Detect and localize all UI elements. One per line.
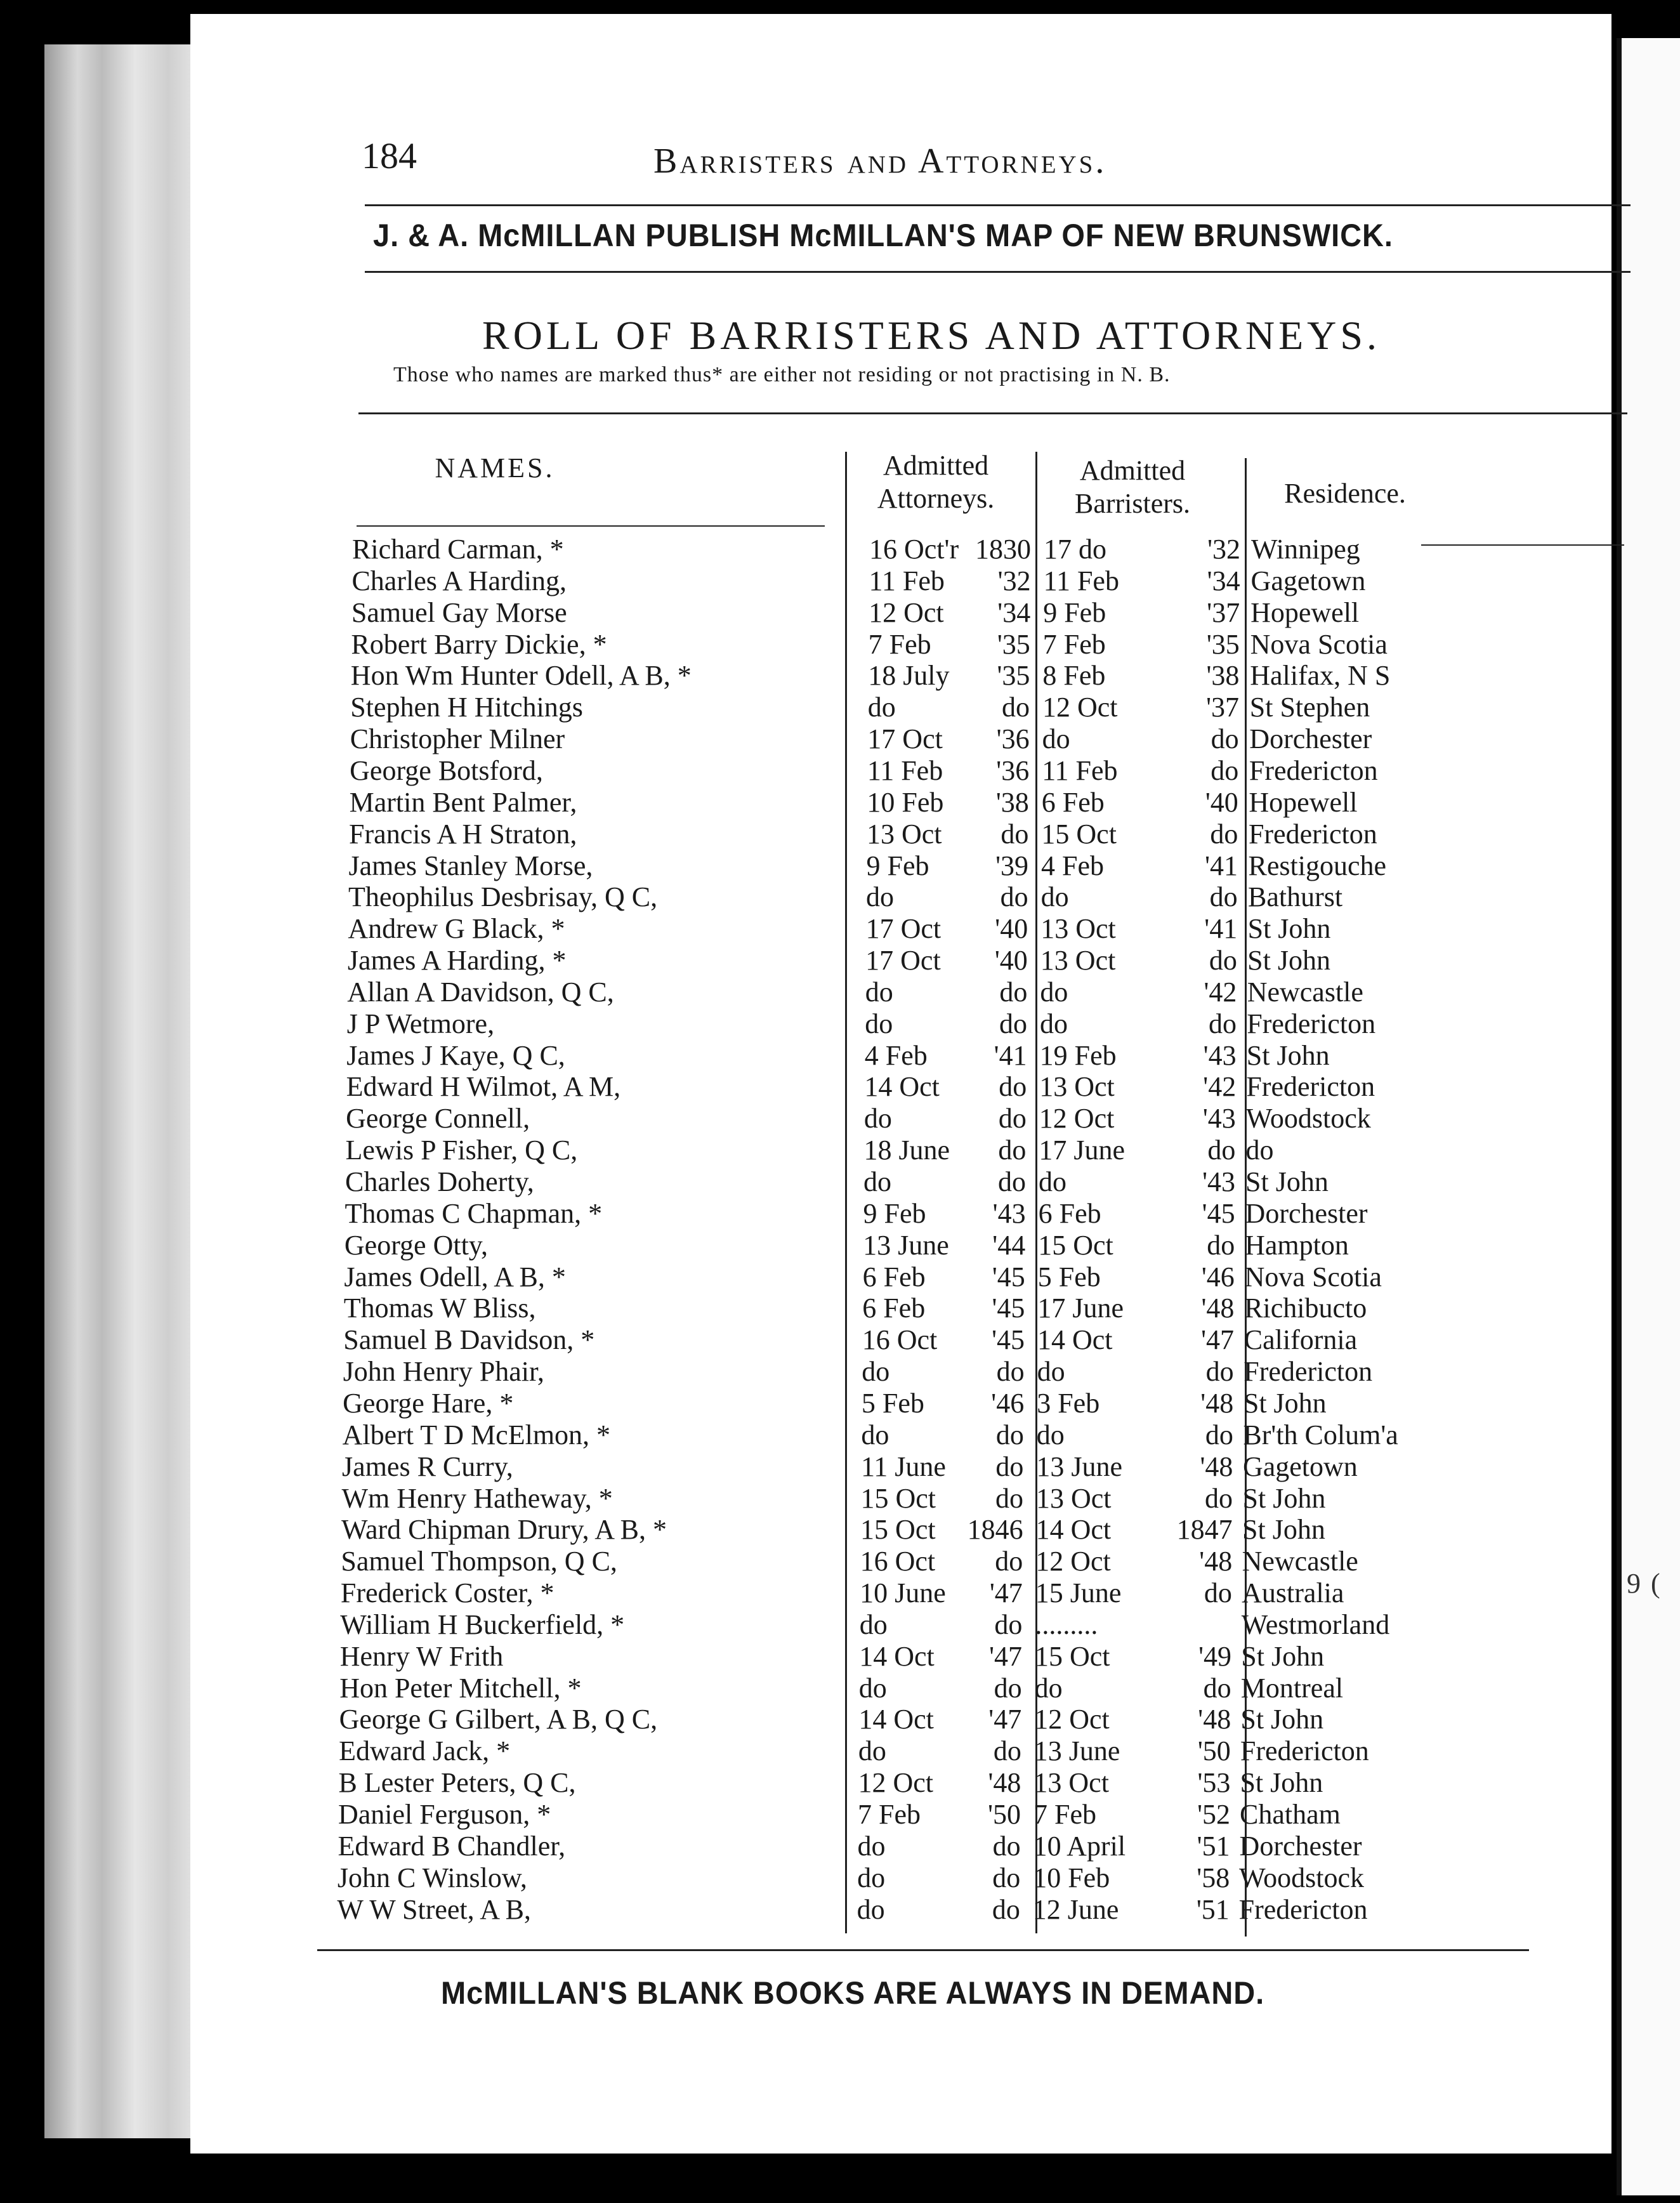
att-date-cell: 10 Feb (867, 786, 944, 818)
name-cell: James A Harding, * (347, 945, 567, 977)
bar-year-cell: '43 (1202, 1103, 1236, 1134)
name-cell: Thomas C Chapman, * (345, 1197, 603, 1229)
bar-date-cell: 17 do (1044, 534, 1106, 565)
bar-date-cell: 15 Oct (1038, 1229, 1113, 1261)
att-date-cell: 12 Oct (858, 1767, 933, 1799)
residence-cell: Winnipeg (1251, 534, 1360, 565)
residence-cell: Gagetown (1242, 1450, 1358, 1482)
bar-year-cell: '46 (1201, 1261, 1235, 1292)
att-date-cell: do (867, 692, 896, 723)
name-cell: Christopher Milner (350, 723, 565, 755)
name-cell: Samuel Gay Morse (351, 596, 567, 628)
document-page (190, 14, 1611, 2154)
att-date-cell: 10 June (860, 1577, 946, 1609)
residence-cell: St John (1245, 1166, 1329, 1197)
name-cell: George Otty, (344, 1229, 488, 1261)
att-date-cell: do (866, 881, 895, 913)
att-year-cell: '47 (989, 1640, 1022, 1672)
att-year-cell: do (992, 1830, 1021, 1862)
att-year-cell: do (992, 1862, 1021, 1893)
residence-cell: Westmorland (1241, 1608, 1390, 1640)
att-year-cell: '43 (992, 1197, 1026, 1229)
att-year-cell: '36 (996, 754, 1030, 786)
att-year-cell: do (1000, 881, 1028, 913)
book-page-edges (44, 44, 209, 2138)
residence-cell: Fredericton (1248, 818, 1377, 850)
residence-cell: Nova Scotia (1250, 628, 1388, 660)
att-year-cell: '48 (988, 1767, 1021, 1799)
att-year-cell: 1846 (967, 1514, 1023, 1546)
name-cell: Richard Carman, * (352, 534, 564, 565)
name-cell: Edward Jack, * (339, 1735, 511, 1767)
att-date-cell: do (857, 1830, 886, 1862)
bar-date-cell: 6 Feb (1038, 1197, 1101, 1229)
bar-year-cell: do (1207, 1229, 1235, 1261)
att-year-cell: '38 (995, 786, 1029, 818)
bar-year-cell: '35 (1206, 628, 1240, 660)
bar-year-cell: '32 (1207, 534, 1240, 565)
att-date-cell: do (863, 1166, 891, 1197)
name-cell: Stephen H Hitchings (350, 692, 583, 723)
att-year-cell: '45 (992, 1292, 1025, 1324)
bar-date-cell: 15 Oct (1041, 818, 1117, 850)
margin-mark: ( (1651, 1568, 1660, 1599)
att-year-cell: do (995, 1482, 1023, 1514)
bar-year-cell: '48 (1201, 1292, 1235, 1324)
bar-date-cell: 14 Oct (1037, 1324, 1113, 1356)
residence-cell: Newcastle (1247, 976, 1363, 1008)
bar-date-cell: 8 Feb (1042, 660, 1106, 692)
att-date-cell: 17 Oct (865, 913, 942, 945)
bar-date-cell: 15 Oct (1035, 1640, 1110, 1672)
att-year-cell: do (999, 976, 1028, 1008)
att-date-cell: 14 Oct (859, 1640, 935, 1672)
bar-year-cell: do (1204, 1577, 1232, 1609)
residence-cell: Gagetown (1250, 565, 1366, 596)
name-cell: Lewis P Fisher, Q C, (345, 1134, 578, 1166)
name-cell: W W Street, A B, (337, 1893, 531, 1925)
column-divider (845, 452, 847, 1933)
bar-date-cell: do (1040, 976, 1068, 1008)
att-date-cell: 12 Oct (869, 596, 944, 628)
att-date-cell: 6 Feb (862, 1261, 926, 1292)
att-date-cell: 16 Oct'r (869, 534, 959, 565)
att-year-cell: '32 (997, 565, 1031, 596)
att-year-cell: '34 (997, 596, 1031, 628)
bar-year-cell: '43 (1202, 1166, 1235, 1197)
names-header-rule (357, 525, 825, 527)
bar-date-cell: 4 Feb (1041, 850, 1104, 881)
att-date-cell: 7 Feb (858, 1799, 921, 1830)
bar-date-cell: 17 June (1037, 1292, 1124, 1324)
bar-date-cell: 13 Oct (1034, 1767, 1109, 1799)
residence-cell: St John (1246, 1039, 1330, 1071)
att-year-cell: do (995, 1419, 1024, 1450)
bar-date-cell: 3 Feb (1037, 1387, 1100, 1419)
bar-date-cell: 7 Feb (1042, 628, 1106, 660)
residence-column-header: Residence. (1284, 478, 1406, 509)
bar-date-cell: 13 June (1034, 1735, 1120, 1767)
bar-date-cell: 17 June (1039, 1134, 1125, 1166)
att-year-cell: do (996, 1356, 1025, 1388)
att-date-cell: do (862, 1356, 890, 1388)
bar-year-cell: '40 (1205, 786, 1238, 818)
bar-date-cell: do (1040, 1008, 1068, 1039)
att-date-cell: 9 Feb (866, 850, 929, 881)
residence-cell: Fredericton (1238, 1893, 1368, 1925)
bar-date-cell: do (1040, 881, 1069, 913)
bar-year-cell: '51 (1196, 1893, 1230, 1925)
bar-year-cell: '51 (1197, 1830, 1230, 1862)
bar-date-cell: 19 Feb (1039, 1039, 1117, 1071)
name-cell: Charles Doherty, (345, 1166, 534, 1197)
bar-date-cell: 6 Feb (1041, 786, 1105, 818)
att-date-cell: do (857, 1862, 886, 1893)
residence-cell: Fredericton (1247, 1008, 1376, 1039)
bar-year-cell: do (1209, 945, 1237, 977)
name-cell: Henry W Frith (339, 1640, 504, 1672)
residence-cell: St John (1240, 1767, 1323, 1799)
name-cell: Edward H Wilmot, A M, (346, 1071, 621, 1103)
name-cell: Hon Peter Mitchell, * (339, 1672, 582, 1704)
residence-cell: St John (1242, 1482, 1326, 1514)
bar-year-cell: '52 (1197, 1799, 1230, 1830)
bar-year-cell: '37 (1206, 692, 1239, 723)
bar-year-cell: '49 (1198, 1640, 1231, 1672)
bar-date-cell: 13 Oct (1040, 913, 1116, 945)
bar-date-cell: do (1036, 1419, 1065, 1450)
name-cell: Thomas W Bliss, (343, 1292, 536, 1324)
att-year-cell: '41 (994, 1039, 1027, 1071)
residence-cell: Nova Scotia (1244, 1261, 1382, 1292)
bar-year-cell: do (1211, 754, 1239, 786)
name-cell: John Henry Phair, (343, 1356, 544, 1388)
bar-date-cell: 10 Feb (1033, 1862, 1110, 1893)
residence-cell: Dorchester (1249, 723, 1372, 755)
bar-date-cell: ......... (1035, 1608, 1098, 1640)
name-cell: George Botsford, (350, 754, 543, 786)
bar-year-cell: '42 (1204, 976, 1237, 1008)
bar-date-cell: 14 Oct (1035, 1514, 1112, 1546)
att-year-cell: '39 (995, 850, 1028, 881)
bar-date-cell: 15 June (1035, 1577, 1122, 1609)
name-cell: Theophilus Desbrisay, Q C, (348, 881, 658, 913)
residence-cell: St Stephen (1249, 692, 1370, 723)
att-date-cell: 17 Oct (867, 723, 943, 755)
att-date-cell: 14 Oct (864, 1071, 940, 1103)
bar-date-cell: 12 Oct (1034, 1704, 1110, 1735)
att-date-cell: 16 Oct (862, 1324, 938, 1356)
att-year-cell: '36 (996, 723, 1030, 755)
bar-year-cell: do (1210, 818, 1238, 850)
residence-header-rule (1421, 544, 1624, 546)
bar-date-cell: 7 Feb (1034, 1799, 1096, 1830)
att-date-cell: 15 Oct (860, 1514, 936, 1546)
name-cell: George Hare, * (343, 1387, 514, 1419)
att-date-cell: do (856, 1893, 885, 1925)
name-cell: William H Buckerfield, * (340, 1608, 625, 1640)
bar-year-cell: do (1205, 1482, 1233, 1514)
att-year-cell: '47 (989, 1577, 1023, 1609)
bar-year-cell: '48 (1200, 1387, 1234, 1419)
bar-year-cell: '53 (1197, 1767, 1231, 1799)
bar-year-cell: '50 (1197, 1735, 1231, 1767)
bar-date-cell: do (1042, 723, 1070, 755)
att-year-cell: '50 (988, 1799, 1021, 1830)
att-date-cell: 18 July (868, 660, 950, 692)
bar-date-cell: 5 Feb (1037, 1261, 1101, 1292)
name-cell: James J Kaye, Q C, (346, 1039, 565, 1071)
bar-year-cell: '34 (1207, 565, 1240, 596)
roll-title: ROLL OF BARRISTERS AND ATTORNEYS. (482, 313, 1381, 358)
residence-cell: St John (1247, 945, 1330, 977)
att-year-cell: do (995, 1546, 1023, 1577)
name-cell: Daniel Ferguson, * (338, 1799, 551, 1830)
att-year-cell: do (992, 1893, 1020, 1925)
residence-cell: Fredericton (1244, 1356, 1373, 1388)
top-advertisement: J. & A. McMILLAN PUBLISH McMILLAN'S MAP OF NEW BRUNSWICK. (373, 218, 1393, 253)
bar-date-cell: do (1034, 1672, 1063, 1704)
residence-cell: Chatham (1240, 1799, 1341, 1830)
bar-year-cell: '42 (1203, 1071, 1237, 1103)
name-cell: Samuel B Davidson, * (343, 1324, 595, 1356)
att-year-cell: do (995, 1450, 1024, 1482)
residence-cell: St John (1243, 1387, 1327, 1419)
att-date-cell: 4 Feb (864, 1039, 928, 1071)
att-date-cell: 16 Oct (860, 1546, 936, 1577)
residence-cell: Richibucto (1244, 1292, 1367, 1324)
residence-cell: Hopewell (1249, 786, 1358, 818)
att-year-cell: do (994, 1608, 1023, 1640)
names-column-header: NAMES. (435, 452, 555, 483)
bar-date-cell: 9 Feb (1043, 596, 1106, 628)
bar-date-cell: 10 April (1033, 1830, 1126, 1862)
name-cell: Robert Barry Dickie, * (351, 628, 607, 660)
att-date-cell: 7 Feb (868, 628, 931, 660)
roll-note: Those who names are marked thus* are either not residing or not practising in N. B. (393, 363, 1171, 386)
residence-cell: Dorchester (1245, 1197, 1368, 1229)
table-bottom-rule (317, 1949, 1529, 1951)
bar-date-cell: 12 Oct (1042, 692, 1118, 723)
att-year-cell: '45 (992, 1261, 1025, 1292)
name-cell: James Odell, A B, * (344, 1261, 566, 1292)
name-cell: George Connell, (346, 1103, 530, 1134)
att-year-cell: '45 (992, 1324, 1025, 1356)
name-cell: Martin Bent Palmer, (349, 786, 577, 818)
name-cell: J P Wetmore, (346, 1008, 495, 1039)
residence-cell: Restigouche (1248, 850, 1387, 881)
residence-cell: Australia (1242, 1577, 1344, 1609)
residence-cell: California (1244, 1324, 1358, 1356)
bar-year-cell: '37 (1207, 596, 1240, 628)
bar-date-cell: 12 June (1032, 1893, 1119, 1925)
att-year-cell: do (1001, 818, 1029, 850)
att-date-cell: 13 Oct (866, 818, 942, 850)
att-date-cell: 14 Oct (858, 1704, 934, 1735)
att-year-cell: 1830 (975, 534, 1031, 565)
residence-cell: St John (1247, 913, 1331, 945)
att-date-cell: do (859, 1608, 888, 1640)
att-date-cell: 15 Oct (860, 1482, 936, 1514)
residence-cell: Fredericton (1246, 1071, 1375, 1103)
att-date-cell: 11 June (860, 1450, 946, 1482)
bar-date-cell: 11 Feb (1042, 754, 1118, 786)
att-year-cell: do (998, 1103, 1027, 1134)
name-cell: Allan A Davidson, Q C, (347, 976, 614, 1008)
name-cell: Frederick Coster, * (340, 1577, 555, 1609)
table-top-rule (358, 412, 1627, 414)
bar-year-cell: do (1209, 1008, 1237, 1039)
residence-cell: Newcastle (1242, 1546, 1358, 1577)
bar-date-cell: 12 Oct (1035, 1546, 1111, 1577)
bar-year-cell: do (1207, 1134, 1236, 1166)
att-date-cell: do (865, 976, 893, 1008)
att-date-cell: 11 Feb (869, 565, 945, 596)
name-cell: Ward Chipman Drury, A B, * (341, 1514, 667, 1546)
att-date-cell: 18 June (863, 1134, 950, 1166)
att-year-cell: do (998, 1134, 1027, 1166)
residence-cell: Dorchester (1239, 1830, 1362, 1862)
bar-date-cell: do (1037, 1356, 1065, 1388)
bar-year-cell: '38 (1206, 660, 1240, 692)
residence-cell: Fredericton (1240, 1735, 1369, 1767)
residence-cell: St John (1241, 1640, 1325, 1672)
bottom-advertisement: McMILLAN'S BLANK BOOKS ARE ALWAYS IN DEMAND. (441, 1975, 1265, 2011)
name-cell: Hon Wm Hunter Odell, A B, * (350, 660, 692, 692)
name-cell: Albert T D McElmon, * (342, 1419, 611, 1450)
att-date-cell: do (858, 1735, 886, 1767)
bar-year-cell: '41 (1205, 850, 1238, 881)
name-cell: James Stanley Morse, (348, 850, 593, 881)
att-date-cell: 5 Feb (861, 1387, 924, 1419)
att-date-cell: 6 Feb (862, 1292, 926, 1324)
bar-year-cell: do (1211, 723, 1239, 755)
bar-year-cell: do (1205, 1356, 1234, 1388)
bar-date-cell: 12 Oct (1039, 1103, 1115, 1134)
residence-cell: Br'th Colum'a (1243, 1419, 1398, 1450)
name-cell: George G Gilbert, A B, Q C, (339, 1704, 658, 1735)
att-date-cell: do (865, 1008, 893, 1039)
header-rule (365, 204, 1631, 206)
residence-cell: do (1245, 1134, 1274, 1166)
name-cell: B Lester Peters, Q C, (338, 1767, 576, 1799)
att-year-cell: '44 (992, 1229, 1026, 1261)
bar-date-cell: 13 Oct (1040, 945, 1116, 977)
att-year-cell: '47 (988, 1704, 1022, 1735)
admitted-barristers-header: Admitted Barristers. (1074, 455, 1191, 519)
residence-cell: Montreal (1240, 1672, 1344, 1704)
name-cell: Charles A Harding, (351, 565, 567, 596)
bar-date-cell: 13 Oct (1039, 1071, 1115, 1103)
bar-date-cell: do (1039, 1166, 1066, 1197)
name-cell: Samuel Thompson, Q C, (341, 1546, 617, 1577)
bar-year-cell: do (1203, 1672, 1231, 1704)
running-head: Barristers and Attorneys. (653, 141, 1107, 181)
att-year-cell: do (999, 1008, 1027, 1039)
bar-year-cell: 1847 (1176, 1514, 1233, 1546)
name-cell: Andrew G Black, * (348, 913, 565, 945)
att-date-cell: do (863, 1103, 892, 1134)
bar-year-cell: '47 (1201, 1324, 1234, 1356)
bar-date-cell: 11 Feb (1043, 565, 1119, 596)
name-cell: James R Curry, (342, 1450, 513, 1482)
bar-year-cell: '45 (1202, 1197, 1235, 1229)
facing-page-strip (1617, 38, 1680, 2195)
att-year-cell: do (998, 1166, 1026, 1197)
bar-year-cell: '41 (1204, 913, 1238, 945)
residence-cell: Bathurst (1248, 881, 1343, 913)
residence-cell: Woodstock (1245, 1103, 1371, 1134)
name-cell: Francis A H Straton, (349, 818, 577, 850)
residence-cell: Fredericton (1249, 754, 1378, 786)
residence-cell: Hampton (1245, 1229, 1349, 1261)
name-cell: John C Winslow, (337, 1862, 527, 1893)
bar-year-cell: '48 (1199, 1546, 1233, 1577)
att-year-cell: '40 (994, 945, 1028, 977)
att-date-cell: 11 Feb (867, 754, 943, 786)
att-year-cell: '35 (997, 628, 1030, 660)
residence-cell: St John (1242, 1514, 1325, 1546)
att-year-cell: do (999, 1071, 1027, 1103)
att-date-cell: 9 Feb (863, 1197, 926, 1229)
advertisement-rule (365, 271, 1631, 273)
att-year-cell: do (994, 1672, 1022, 1704)
residence-cell: Halifax, N S (1250, 660, 1391, 692)
att-year-cell: '46 (991, 1387, 1025, 1419)
att-date-cell: 17 Oct (865, 945, 941, 977)
att-date-cell: 13 June (863, 1229, 949, 1261)
residence-cell: St John (1240, 1704, 1324, 1735)
att-date-cell: do (861, 1419, 889, 1450)
att-date-cell: do (858, 1672, 887, 1704)
bar-year-cell: '48 (1198, 1704, 1231, 1735)
att-year-cell: do (1002, 692, 1030, 723)
att-year-cell: '35 (997, 660, 1030, 692)
margin-mark: 9 (1627, 1568, 1641, 1599)
admitted-attorneys-header: Admitted Attorneys. (877, 450, 995, 514)
att-year-cell: do (993, 1735, 1021, 1767)
bar-year-cell: do (1205, 1419, 1233, 1450)
page-number: 184 (362, 135, 417, 176)
att-year-cell: '40 (995, 913, 1028, 945)
bar-year-cell: do (1209, 881, 1238, 913)
bar-year-cell: '48 (1200, 1450, 1233, 1482)
bar-date-cell: 13 Oct (1036, 1482, 1112, 1514)
bar-year-cell: '43 (1203, 1039, 1237, 1071)
residence-cell: Hopewell (1250, 596, 1360, 628)
name-cell: Wm Henry Hatheway, * (341, 1482, 613, 1514)
bar-year-cell: '58 (1197, 1862, 1230, 1893)
bar-date-cell: 13 June (1036, 1450, 1123, 1482)
name-cell: Edward B Chandler, (338, 1830, 566, 1862)
residence-cell: Woodstock (1239, 1862, 1364, 1893)
